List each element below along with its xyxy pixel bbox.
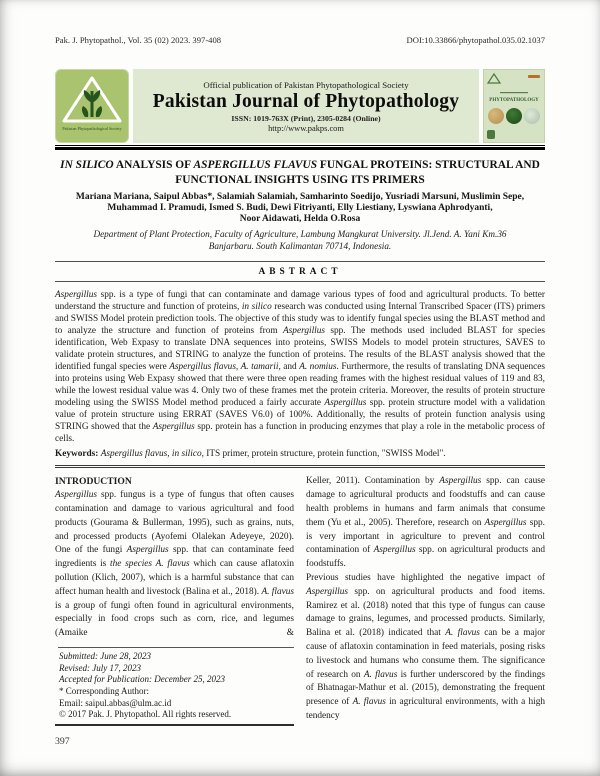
footnote-copyright: © 2017 Pak. J. Phytopathol. All rights reserved. (59, 709, 232, 720)
footnote-submitted: Submitted: June 28, 2023 (59, 650, 151, 661)
cover-logo-triangle-icon (488, 74, 500, 83)
banner-rule-thick (55, 147, 545, 150)
society-logo-caption: Pakistan Phytopathological Society (62, 126, 122, 131)
introduction-heading: INTRODUCTION (55, 476, 132, 488)
article-title: IN SILICO ANALYSIS OF ASPERGILLUS FLAVUS FUNGAL PROTEINS: STRUCTURAL AND FUNCTIONAL INSIGHTS USING ITS PRIMERS (60, 159, 540, 186)
header-doi: DOI:10.33866/phytopathol.035.02.1037 (406, 35, 545, 45)
abstract-heading: ABSTRACT (258, 267, 342, 278)
introduction-paragraph-right-2: Previous studies have highlighted the negative impact of Aspergillus spp. on agricultural products and food items. Ramirez et al. (2018) noted that this type of fungus can cause damage to grains, legumes, and processed products. Similarly, Balina et al. (2018) indicated that A. flavus can be a major cause of aflatoxin contamination in feed materials, posing risks to livestock and humans who consume them. The significance of research on A. flavus is further underscored by the findings of Bhatnagar-Mathur et al. (2015), demonstrating the frequent presence of A. flavus in agricultural environments, with a high tendency (306, 572, 545, 721)
footnote-separator (58, 647, 294, 648)
authors-line-2: Muhammad I. Pramudi, Ismed S. Budi, Dewi Fitriyanti, Elly Liestiany, Lyswiana Aphrodyanti, (107, 202, 493, 213)
header-citation: Pak. J. Phytopathol., Vol. 35 (02) 2023. 397-408 (55, 35, 222, 45)
keywords-line: Keywords: Aspergillus flavus, in silico, ITS primer, protein structure, protein function, "SWISS Model". (55, 449, 446, 460)
footer-rule (55, 724, 294, 726)
affiliation (55, 229, 545, 252)
page-number: 397 (55, 736, 70, 748)
introduction-paragraph-right-1: Keller, 2011). Contamination by Aspergillus spp. can cause damage to agricultural products and foodstuffs and can cause health problems in humans and farm animals that consume them (Yu et al., 2005). Therefore, research on Aspergillus spp. is very important in agriculture to prevent and control contamination of Aspergillus spp. on agricultural products and foodstuffs. (306, 476, 546, 570)
banner-masthead (133, 69, 479, 143)
left-column (55, 475, 294, 749)
society-logo-icon (57, 73, 127, 139)
abstract-body: Aspergillus spp. is a type of fungi that can contaminate and damage various types of food and agricultural products. To better understand the structure and function of proteins, in silico research was conducted using Internal Transcribed Spacer (ITS) primers and SWISS Model protein prediction tools. The objective of this study was to identify fungal species using the BLAST method and to analyze the structure and function of proteins from Aspergillus spp. The methods used included BLAST for species identification, Web Expasy to translate DNA sequences into proteins, SWISS Models to model protein structures, SAVES to validate protein structures, and STRING to analyze the function of proteins. The results of the BLAST analysis showed that the identified fungal species were Aspergillus flavus, A. tamarii, and A. nomius. Furthermore, the results of translating DNA sequences into proteins using Web Expasy showed that there were three open reading frames with the highest residual values of 119 and 83, while the lowest residual value was 4. Only two of these frames met the protein criteria. Moreover, the results of protein structure modeling using the SWISS Model method produced a fairly accurate Aspergillus spp. protein structure model with a validation value of protein structure using ERRAT (SAVES V6.0) of 100%. Additionally, the results of protein function analysis using STRING showed that the Aspergillus spp. protein has a function in producing enzymes that play a role in the metabolic process of cells. (55, 290, 546, 445)
cover-specimen-photos (488, 108, 542, 124)
issn-line: ISSN: 1019-763X (Print), 2305-0284 (Online) (231, 113, 381, 123)
right-column (306, 475, 545, 749)
section-divider-rule (55, 465, 545, 468)
banner-rule-thin (55, 145, 545, 146)
article-footnotes (55, 651, 294, 721)
footnote-accepted: Accepted for Publication: December 25, 2023 (59, 674, 225, 685)
introduction-paragraph-left: Aspergillus spp. fungus is a type of fungus that often causes contamination and damage to various agricultural and food products (Gourama & Bullerman, 1995), such as grains, nuts, and processed products (Ayofemi Olalekan Adeyeye, 2020). One of the fungi Aspergillus spp. that can contaminate feed ingredients is the species A. flavus which can cause aflatoxin pollution (Klich, 2007), which is a harmful substance that can affect human health and livestock (Balina et al., 2018). A. flavus is a group of fungi often found in agricultural environments, especially in food crops such as corn, rice, and legumes (Amaike & (55, 490, 295, 639)
cover-photo-1 (488, 108, 504, 124)
page-content (55, 0, 545, 749)
journal-url-link[interactable]: http://www.pakps.com (268, 123, 344, 133)
two-column-body (55, 475, 545, 749)
abstract-rule-bottom (55, 281, 545, 282)
journal-title: Pakistan Journal of Phytopathology (152, 90, 460, 112)
cover-footer-logo (487, 130, 495, 139)
footnote-revised: Revised: July 17, 2023 (59, 662, 141, 673)
cover-volume-mark (528, 75, 540, 78)
cover-photo-2 (506, 108, 522, 124)
cover-photo-3 (524, 108, 540, 124)
running-header (55, 35, 545, 45)
authors-block (55, 192, 545, 224)
affiliation-line-2: Banjarbaru. South Kalimantan 70714, Indonesia. (208, 240, 392, 251)
journal-banner (55, 69, 545, 143)
footnote-email-link[interactable]: Email: saipul.abbas@ulm.ac.id (59, 697, 172, 708)
footnote-corresponding-author: * Corresponding Author: (59, 686, 149, 697)
cover-title: PHYTOPATHOLOGY (489, 98, 539, 103)
society-logo (55, 69, 129, 143)
authors-line-3: Noor Aidawati, Helda O.Rosa (239, 213, 361, 224)
affiliation-line-1: Department of Plant Protection, Faculty of Agriculture, Lambung Mangkurat University. Jl.Jend. A. Yani Km.36 (93, 229, 507, 240)
authors-line-1: Mariana Mariana, Saipul Abbas*, Salamiah Salamiah, Samharinto Soedijo, Yusriadi Marsuni, Muslimin Sepe, (75, 192, 525, 202)
society-line: Official publication of Pakistan Phytopathological Society (203, 79, 409, 90)
journal-cover-thumbnail (483, 69, 545, 143)
